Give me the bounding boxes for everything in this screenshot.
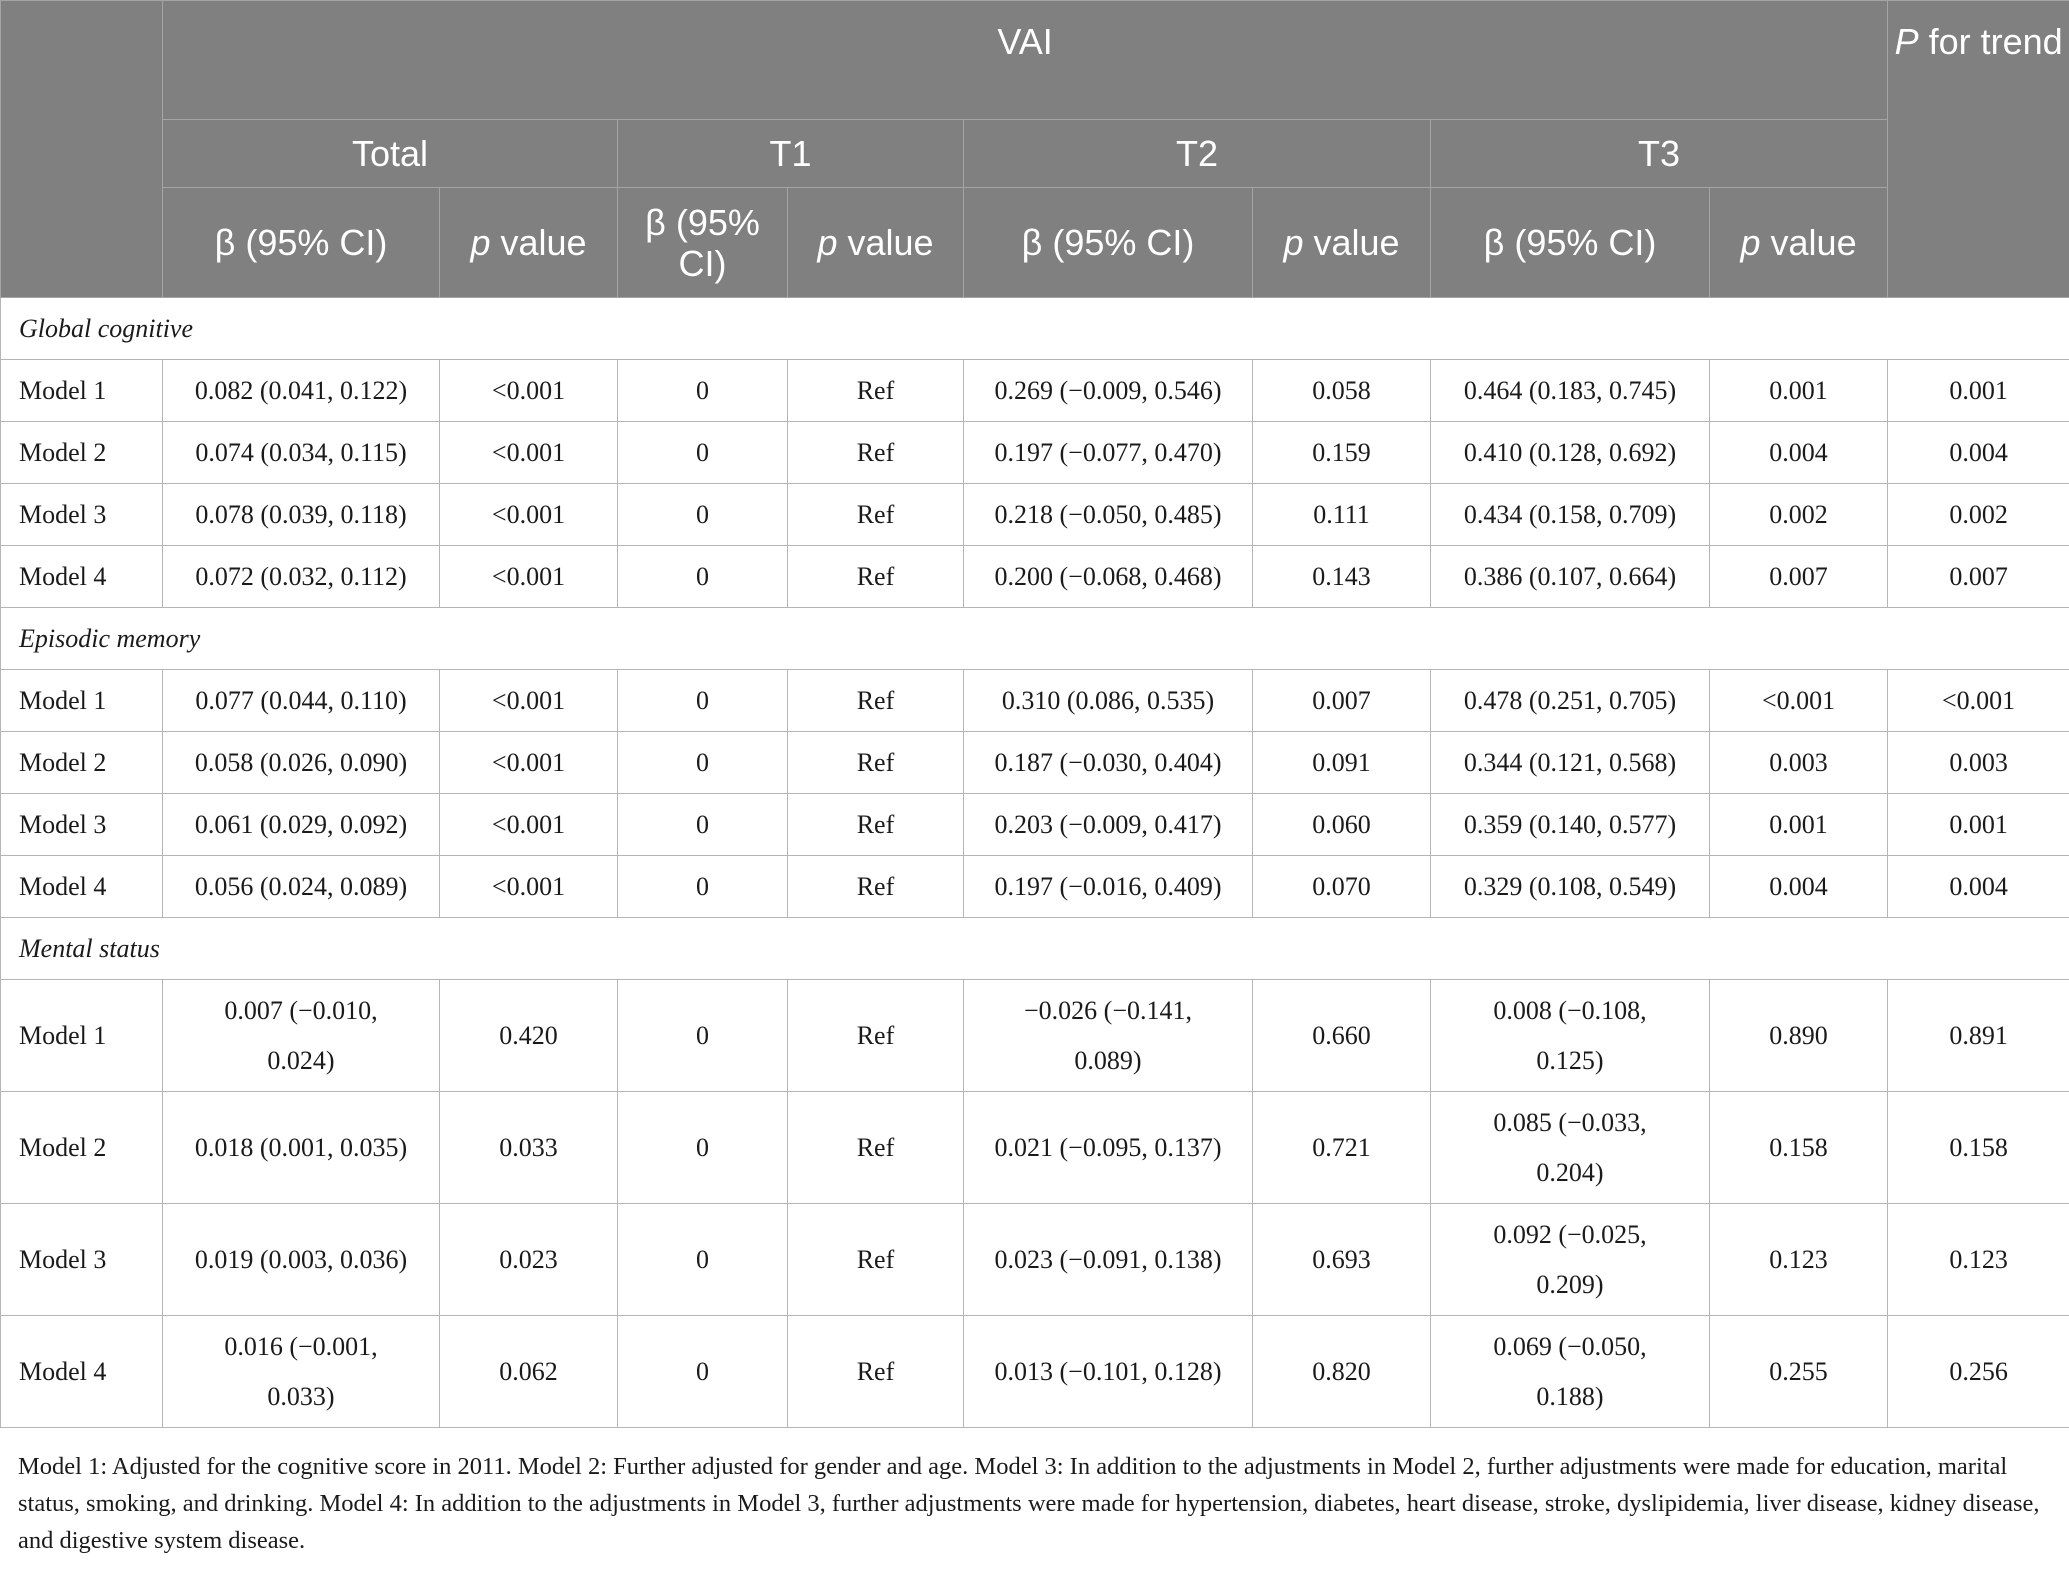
group-header-t2: T2 [964,120,1431,188]
p-rest: value [490,222,587,263]
t2-p-cell: 0.693 [1253,1204,1431,1316]
p-trend-cell: 0.123 [1888,1204,2069,1316]
table-row [1,856,2069,918]
table-header [1,1,2069,298]
t2-beta-cell: 0.197 (−0.016, 0.409) [964,856,1253,918]
total-p-cell: <0.001 [440,670,618,732]
t2-p-cell: 0.060 [1253,794,1431,856]
section-row [1,298,2069,360]
t2-beta-cell: 0.013 (−0.101, 0.128) [964,1316,1253,1428]
total-beta-cell: 0.077 (0.044, 0.110) [163,670,440,732]
total-p-cell: <0.001 [440,794,618,856]
total-beta-cell: 0.058 (0.026, 0.090) [163,732,440,794]
t3-p-cell: 0.004 [1710,422,1888,484]
t1-p-cell: Ref [788,794,964,856]
table-row [1,1316,2069,1428]
t1-p-cell: Ref [788,546,964,608]
total-p-cell: <0.001 [440,856,618,918]
model-cell: Model 1 [1,360,163,422]
model-cell: Model 2 [1,422,163,484]
table-row [1,732,2069,794]
corner-header-cell [1,1,163,298]
t2-beta-cell: 0.023 (−0.091, 0.138) [964,1204,1253,1316]
total-beta-cell: 0.061 (0.029, 0.092) [163,794,440,856]
t1-beta-cell: 0 [618,422,788,484]
total-beta-cell: 0.016 (−0.001, 0.033) [163,1316,440,1428]
beta-header-t1: β (95% CI) [618,188,788,298]
t3-p-cell: 0.123 [1710,1204,1888,1316]
total-p-cell: <0.001 [440,732,618,794]
t3-p-cell: 0.003 [1710,732,1888,794]
t3-p-cell: 0.007 [1710,546,1888,608]
total-p-cell: <0.001 [440,360,618,422]
p-rest: value [837,222,934,263]
t2-beta-cell: 0.197 (−0.077, 0.470) [964,422,1253,484]
model-cell: Model 1 [1,670,163,732]
p-trend-rest: for trend [1918,21,2063,62]
t2-beta-cell: 0.218 (−0.050, 0.485) [964,484,1253,546]
model-cell: Model 2 [1,1092,163,1204]
total-beta-cell: 0.018 (0.001, 0.035) [163,1092,440,1204]
p-rest: value [1303,222,1400,263]
t2-beta-cell: −0.026 (−0.141, 0.089) [964,980,1253,1092]
t3-beta-cell: 0.386 (0.107, 0.664) [1431,546,1710,608]
p-trend-cell: 0.158 [1888,1092,2069,1204]
t3-beta-cell: 0.359 (0.140, 0.577) [1431,794,1710,856]
p-trend-cell: 0.004 [1888,422,2069,484]
t1-beta-cell: 0 [618,794,788,856]
t3-p-cell: 0.158 [1710,1092,1888,1204]
t3-beta-cell: 0.434 (0.158, 0.709) [1431,484,1710,546]
t2-beta-cell: 0.187 (−0.030, 0.404) [964,732,1253,794]
table-row [1,484,2069,546]
model-cell: Model 1 [1,980,163,1092]
t3-p-cell: 0.255 [1710,1316,1888,1428]
t1-p-cell: Ref [788,980,964,1092]
beta-header-total: β (95% CI) [163,188,440,298]
section-row [1,918,2069,980]
t3-p-cell: <0.001 [1710,670,1888,732]
p-trend-cell: 0.003 [1888,732,2069,794]
t3-p-cell: 0.890 [1710,980,1888,1092]
total-p-cell: 0.023 [440,1204,618,1316]
t1-p-cell: Ref [788,856,964,918]
table-row [1,670,2069,732]
model-cell: Model 3 [1,1204,163,1316]
table-row [1,980,2069,1092]
t2-p-cell: 0.111 [1253,484,1431,546]
t1-p-cell: Ref [788,732,964,794]
t2-p-cell: 0.721 [1253,1092,1431,1204]
t3-beta-cell: 0.008 (−0.108, 0.125) [1431,980,1710,1092]
table-row [1,546,2069,608]
t3-beta-cell: 0.085 (−0.033, 0.204) [1431,1092,1710,1204]
total-beta-cell: 0.019 (0.003, 0.036) [163,1204,440,1316]
t1-p-cell: Ref [788,484,964,546]
t1-beta-cell: 0 [618,546,788,608]
t3-beta-cell: 0.344 (0.121, 0.568) [1431,732,1710,794]
section-title: Mental status [1,918,2069,980]
t2-beta-cell: 0.269 (−0.009, 0.546) [964,360,1253,422]
total-beta-cell: 0.056 (0.024, 0.089) [163,856,440,918]
t2-beta-cell: 0.203 (−0.009, 0.417) [964,794,1253,856]
total-beta-cell: 0.072 (0.032, 0.112) [163,546,440,608]
model-cell: Model 3 [1,794,163,856]
section-title: Global cognitive [1,298,2069,360]
t3-beta-cell: 0.478 (0.251, 0.705) [1431,670,1710,732]
t2-p-cell: 0.058 [1253,360,1431,422]
t1-beta-cell: 0 [618,980,788,1092]
table-row [1,422,2069,484]
p-italic: p [470,222,491,263]
table-row [1,1204,2069,1316]
t3-beta-cell: 0.329 (0.108, 0.549) [1431,856,1710,918]
t1-p-cell: Ref [788,1316,964,1428]
t3-p-cell: 0.001 [1710,360,1888,422]
t3-beta-cell: 0.410 (0.128, 0.692) [1431,422,1710,484]
group-header-total: Total [163,120,618,188]
t2-p-cell: 0.091 [1253,732,1431,794]
t2-p-cell: 0.820 [1253,1316,1431,1428]
t2-p-cell: 0.070 [1253,856,1431,918]
t2-p-cell: 0.660 [1253,980,1431,1092]
beta-header-t3: β (95% CI) [1431,188,1710,298]
t3-p-cell: 0.002 [1710,484,1888,546]
t1-p-cell: Ref [788,670,964,732]
model-cell: Model 4 [1,856,163,918]
t3-beta-cell: 0.069 (−0.050, 0.188) [1431,1316,1710,1428]
total-p-cell: 0.033 [440,1092,618,1204]
p-italic: p [1283,222,1304,263]
total-p-cell: 0.062 [440,1316,618,1428]
t2-beta-cell: 0.200 (−0.068, 0.468) [964,546,1253,608]
total-beta-cell: 0.082 (0.041, 0.122) [163,360,440,422]
total-beta-cell: 0.007 (−0.010, 0.024) [163,980,440,1092]
t3-p-cell: 0.004 [1710,856,1888,918]
t1-beta-cell: 0 [618,732,788,794]
beta-header-t2: β (95% CI) [964,188,1253,298]
p-trend-cell: 0.001 [1888,794,2069,856]
total-beta-cell: 0.078 (0.039, 0.118) [163,484,440,546]
total-beta-cell: 0.074 (0.034, 0.115) [163,422,440,484]
total-p-cell: <0.001 [440,422,618,484]
vai-header: VAI [163,1,1888,120]
total-p-cell: <0.001 [440,484,618,546]
t2-p-cell: 0.143 [1253,546,1431,608]
p-value-header-t1 [788,188,964,298]
group-header-t1: T1 [618,120,964,188]
t1-beta-cell: 0 [618,1316,788,1428]
model-cell: Model 4 [1,546,163,608]
t1-p-cell: Ref [788,1092,964,1204]
table-body [1,298,2069,1428]
table-footnote: Model 1: Adjusted for the cognitive score in 2011. Model 2: Further adjusted for gender and age. Model 3: In addition to the adjustments in Model 2, further adjustments were made for education, marital status, smoking, and drinking. Model 4: In addition to the adjustments in Model 3, further adjustments were made for hypertension, diabetes, heart disease, stroke, dyslipidemia, liver disease, kidney disease, and digestive system disease. [18,1453,2040,1554]
t2-p-cell: 0.159 [1253,422,1431,484]
p-value-header-t2 [1253,188,1431,298]
p-trend-cell: 0.001 [1888,360,2069,422]
p-trend-cell: 0.256 [1888,1316,2069,1428]
t1-beta-cell: 0 [618,856,788,918]
p-italic: p [1740,222,1761,263]
section-row [1,608,2069,670]
t1-beta-cell: 0 [618,1204,788,1316]
t1-beta-cell: 0 [618,484,788,546]
table-row [1,794,2069,856]
total-p-cell: 0.420 [440,980,618,1092]
model-cell: Model 3 [1,484,163,546]
t1-beta-cell: 0 [618,670,788,732]
t1-beta-cell: 0 [618,1092,788,1204]
t3-beta-cell: 0.092 (−0.025, 0.209) [1431,1204,1710,1316]
table-row [1,360,2069,422]
p-trend-cell: 0.007 [1888,546,2069,608]
p-trend-cell: 0.004 [1888,856,2069,918]
p-value-header-total [440,188,618,298]
t1-p-cell: Ref [788,422,964,484]
p-trend-cell: <0.001 [1888,670,2069,732]
p-italic: p [817,222,838,263]
model-cell: Model 2 [1,732,163,794]
p-rest: value [1760,222,1857,263]
p-value-header-t3 [1710,188,1888,298]
p-trend-cell: 0.002 [1888,484,2069,546]
group-header-t3: T3 [1431,120,1888,188]
t3-p-cell: 0.001 [1710,794,1888,856]
section-title: Episodic memory [1,608,2069,670]
total-p-cell: <0.001 [440,546,618,608]
t1-p-cell: Ref [788,360,964,422]
table-row [1,1092,2069,1204]
t1-p-cell: Ref [788,1204,964,1316]
p-trend-cell: 0.891 [1888,980,2069,1092]
t2-beta-cell: 0.310 (0.086, 0.535) [964,670,1253,732]
model-cell: Model 4 [1,1316,163,1428]
t3-beta-cell: 0.464 (0.183, 0.745) [1431,360,1710,422]
t1-beta-cell: 0 [618,360,788,422]
t2-p-cell: 0.007 [1253,670,1431,732]
t2-beta-cell: 0.021 (−0.095, 0.137) [964,1092,1253,1204]
p-trend-header [1888,1,2069,298]
p-trend-italic: P [1894,21,1919,62]
